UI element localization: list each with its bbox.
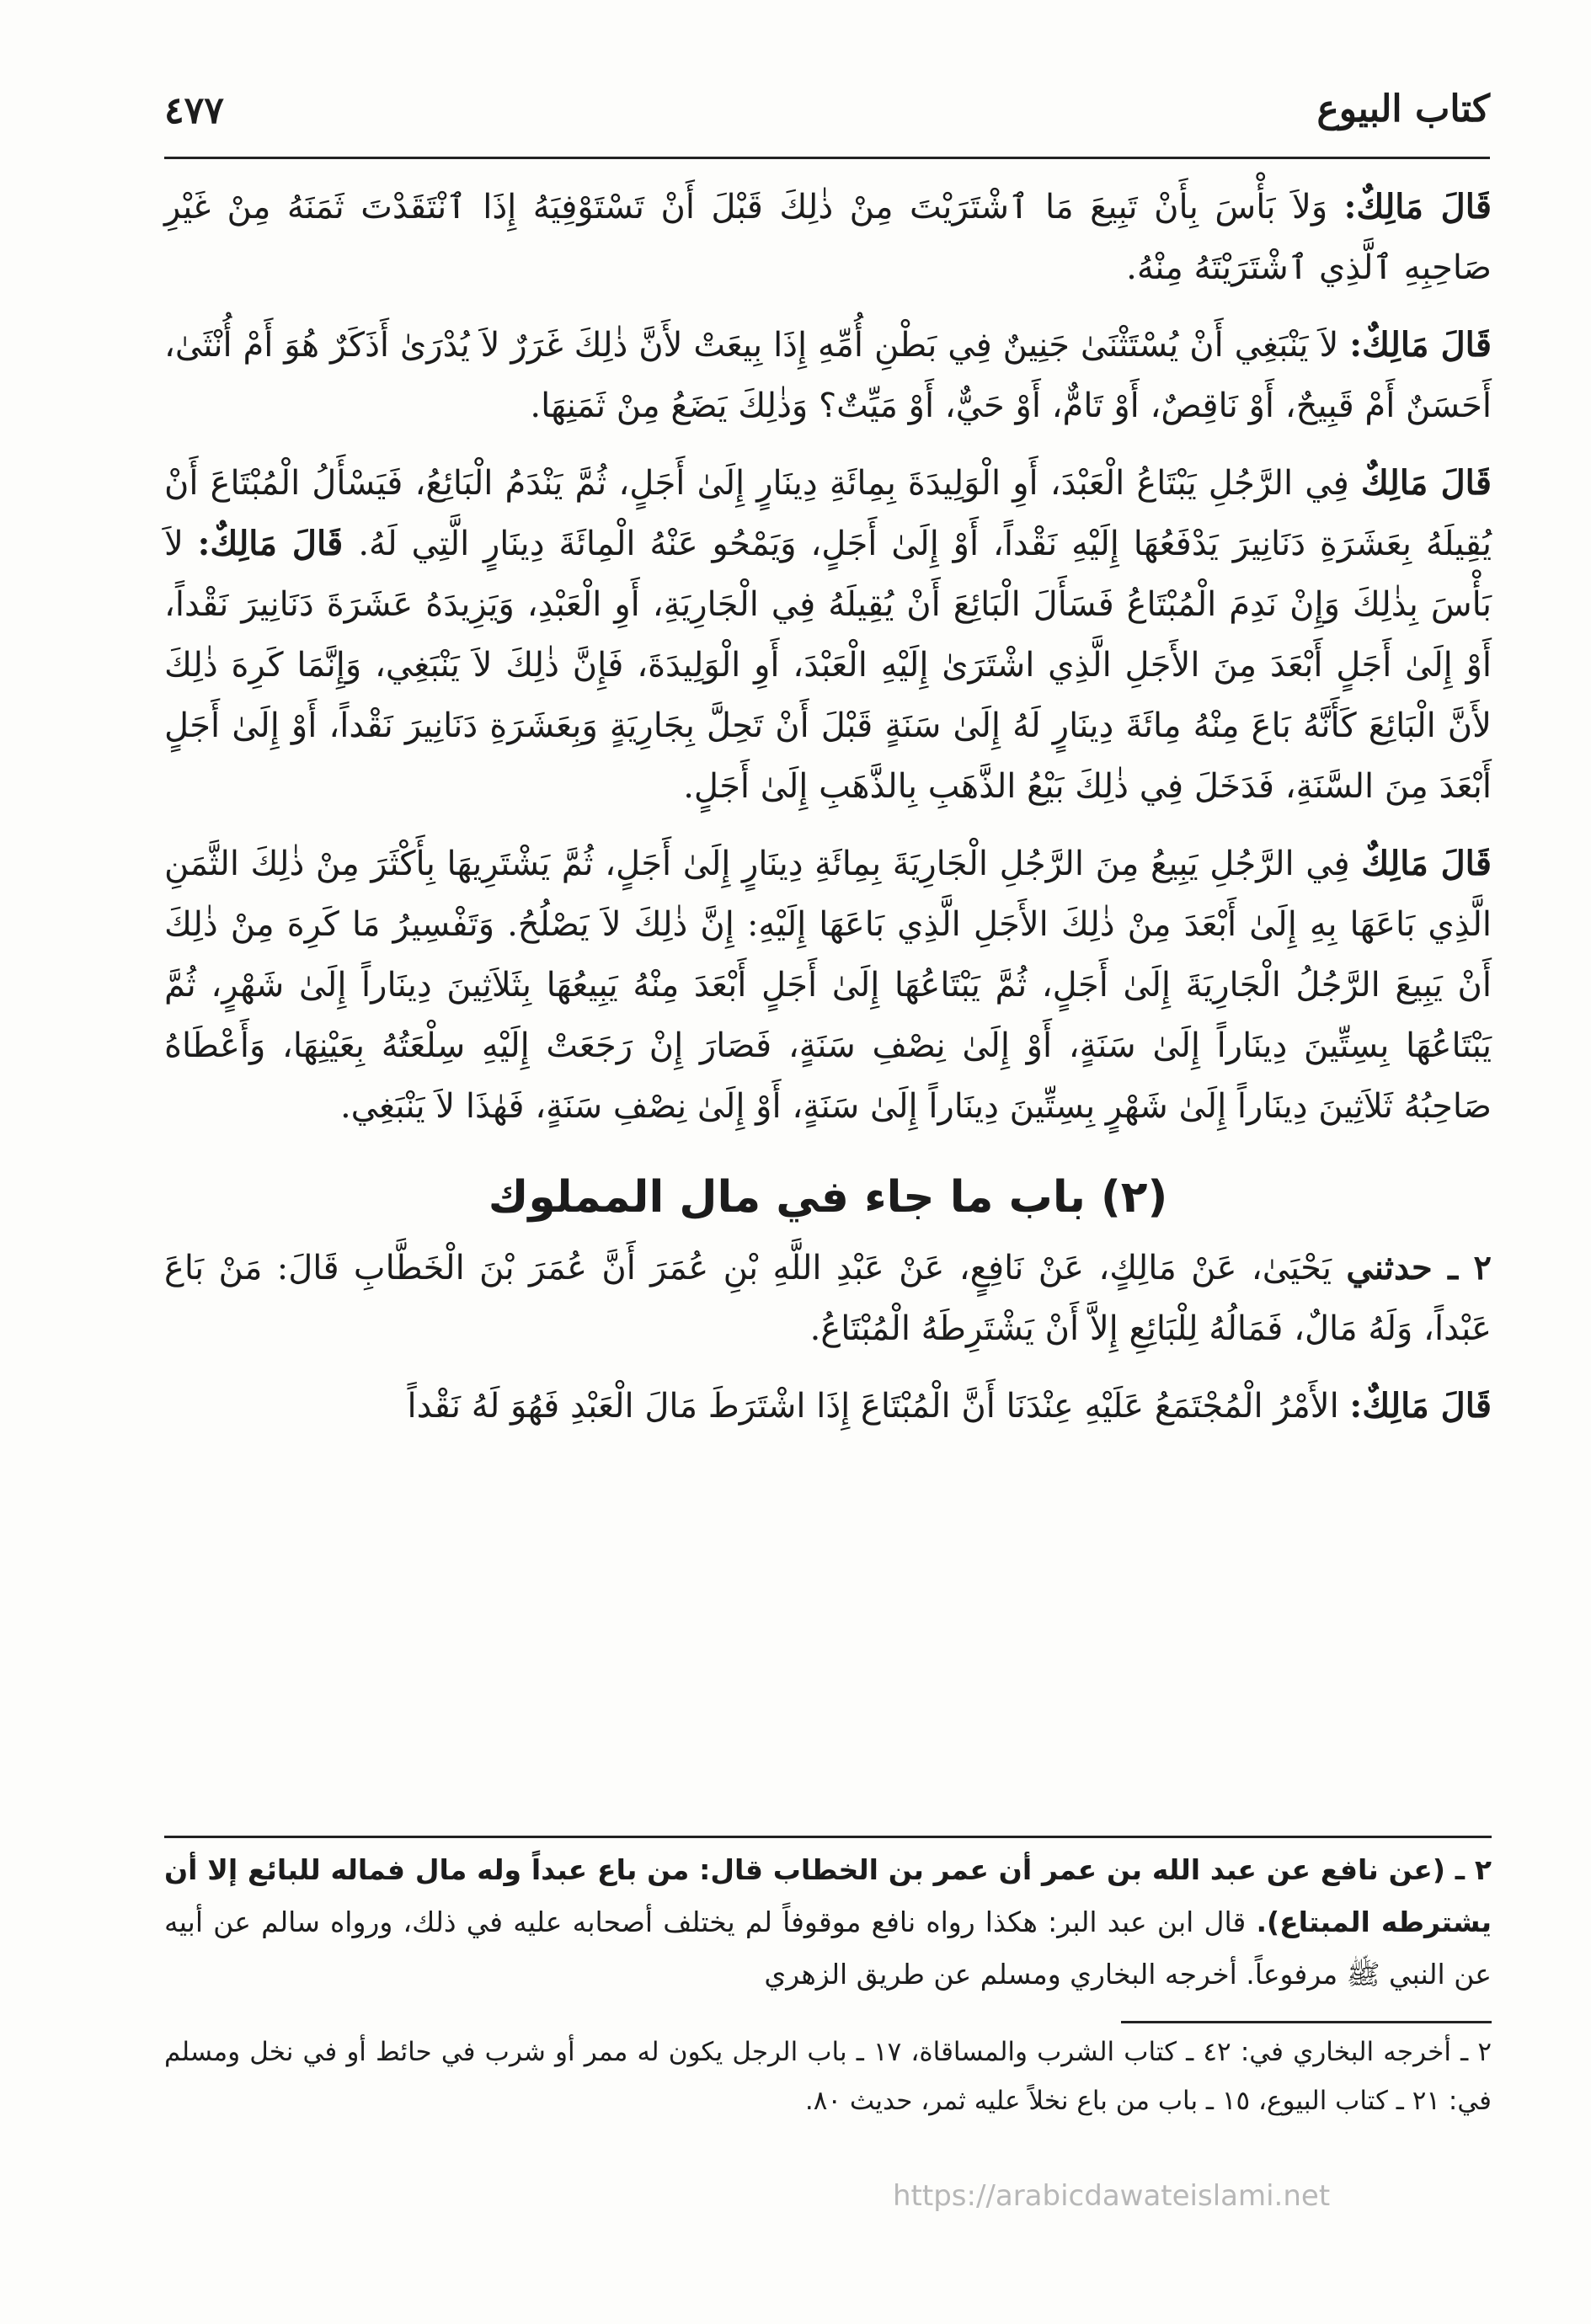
speaker-label: قَالَ مَالِكٌ <box>1361 844 1492 883</box>
footnotes <box>164 2028 1492 2125</box>
commentary-note <box>164 1844 1492 2001</box>
speaker-label: قَالَ مَالِكٌ: <box>1349 325 1492 365</box>
page-header <box>164 88 1490 147</box>
commentary-quote: ٢ ـ (عن نافع عن عبد الله بن عمر أن عمر بن الخطاب قال: من باع عبداً وله مال فماله للبائع إلا أن يشترطه المبتاع). <box>164 1853 1492 1938</box>
paragraph-text: الأَمْرُ الْمُجْتَمَعُ عَلَيْهِ عِنْدَنَا أَنَّ الْمُبْتَاعَ إِذَا اشْتَرَطَ مَالَ الْعَبْدِ فَهُوَ لَهُ نَقْداً <box>407 1387 1350 1426</box>
commentary <box>164 1844 1492 2001</box>
paragraph <box>164 453 1492 817</box>
hadith-text: يَحْيَىٰ، عَنْ مَالِكٍ، عَنْ نَافِعٍ، عَنْ عَبْدِ اللَّهِ بْنِ عُمَرَ أَنَّ عُمَرَ بْنَ الْخَطَّابِ قَالَ: مَنْ بَاعَ عَبْداً، وَلَهُ مَالٌ، فَمَالُهُ لِلْبَائِعِ إِلاَّ أَنْ يَشْتَرِطَهُ الْمُبْتَاعُ. <box>164 1249 1492 1348</box>
speaker-label: قَالَ مَالِكٌ: <box>1349 1386 1492 1426</box>
hadith-paragraph <box>164 1238 1492 1359</box>
paragraph <box>164 315 1492 436</box>
speaker-label: قَالَ مَالِكٌ: <box>197 524 359 563</box>
speaker-label: قَالَ مَالِكٌ <box>1360 463 1492 503</box>
paragraph <box>164 834 1492 1137</box>
chapter-heading: (٢) باب ما جاء في مال المملوك <box>488 1172 1168 1223</box>
paragraph-text: لاَ بَأْسَ بِذٰلِكَ وَإِنْ نَدِمَ الْمُبْتَاعُ فَسَأَلَ الْبَائِعَ أَنْ يُقِيلَهُ فِي الْجَارِيَةِ، أَوِ الْعَبْدِ، وَيَزِيدَهُ عَشَرَةَ دَنَانِيرَ نَقْداً، أَوْ إِلَىٰ أَجَلٍ أَبْعَدَ مِنَ الأَجَلِ الَّذِي اشْتَرَىٰ إِلَيْهِ الْعَبْدَ، أَوِ الْوَلِيدَةَ، فَإِنَّ ذٰلِكَ لاَ يَنْبَغِي، وَإِنَّمَا كَرِهَ ذٰلِكَ لأَنَّ الْبَائِعَ كَأَنَّهُ بَاعَ مِنْهُ مِائَةَ دِينَارٍ لَهُ إِلَىٰ سَنَةٍ قَبْلَ أَنْ تَحِلَّ بِجَارِيَةٍ وَبِعَشَرَةِ دَنَانِيرَ نَقْداً، أَوْ إِلَىٰ أَجَلٍ أَبْعَدَ مِنَ السَّنَةِ، فَدَخَلَ فِي ذٰلِكَ بَيْعُ الذَّهَبِ بِالذَّهَبِ إِلَىٰ أَجَلٍ. <box>164 525 1492 806</box>
hadith-lead: حدثني <box>1346 1248 1449 1287</box>
paragraph-text: فِي الرَّجُلِ يَبِيعُ مِنَ الرَّجُلِ الْجَارِيَةَ بِمِائَةِ دِينَارٍ إِلَىٰ أَجَلٍ، ثُمَّ يَشْتَرِيهَا بِأَكْثَرَ مِنْ ذٰلِكَ الثَّمَنِ الَّذِي بَاعَهَا بِهِ إِلَىٰ أَبْعَدَ مِنْ ذٰلِكَ الأَجَلِ الَّذِي بَاعَهَا إِلَيْهِ: إِنَّ ذٰلِكَ لاَ يَصْلُحُ. وَتَفْسِيرُ مَا كَرِهَ مِنْ ذٰلِكَ أَنْ يَبِيعَ الرَّجُلُ الْجَارِيَةَ إِلَىٰ أَجَلٍ، ثُمَّ يَبْتَاعُهَا إِلَىٰ أَجَلٍ أَبْعَدَ مِنْهُ يَبِيعُهَا بِثَلاَثِينَ دِينَاراً إِلَىٰ شَهْرٍ، ثُمَّ يَبْتَاعُهَا بِسِتِّينَ دِينَاراً إِلَىٰ سَنَةٍ، أَوْ إِلَىٰ نِصْفِ سَنَةٍ، فَصَارَ إِنْ رَجَعَتْ إِلَيْهِ سِلْعَتُهُ بِعَيْنِهَا، وَأَعْطَاهُ صَاحِبُهُ ثَلاَثِينَ دِينَاراً إِلَىٰ شَهْرٍ بِسِتِّينَ دِينَاراً إِلَىٰ سَنَةٍ، أَوْ إِلَىٰ نِصْفِ سَنَةٍ، فَهٰذَا لاَ يَنْبَغِي. <box>164 845 1492 1126</box>
header-rule <box>164 157 1490 159</box>
page-number: ٤٧٧ <box>164 89 224 132</box>
speaker-label: قَالَ مَالِكٌ: <box>1343 187 1492 227</box>
paragraph-text: وَلاَ بَأْسَ بِأَنْ تَبِيعَ مَا ٱشْتَرَيْتَ مِنْ ذٰلِكَ قَبْلَ أَنْ تَسْتَوْفِيَهُ إِذَا ٱنْتَقَدْتَ ثَمَنَهُ مِنْ غَيْرِ صَاحِبِهِ ٱلَّذِي ٱشْتَرَيْتَهُ مِنْهُ. <box>164 188 1492 287</box>
paragraph <box>164 177 1492 298</box>
paragraph-text: لاَ يَنْبَغِي أَنْ يُسْتَثْنَىٰ جَنِينٌ فِي بَطْنِ أُمِّهِ إِذَا بِيعَتْ لأَنَّ ذٰلِكَ غَرَرٌ لاَ يُدْرَىٰ أَذَكَرٌ هُوَ أَمْ أُنْثَىٰ، أَحَسَنٌ أَمْ قَبِيحٌ، أَوْ نَاقِصٌ، أَوْ تَامٌّ، أَوْ حَيٌّ، أَوْ مَيِّتٌ؟ وَذٰلِكَ يَضَعُ مِنْ ثَمَنِهَا. <box>164 326 1492 425</box>
paragraph <box>164 1376 1492 1437</box>
footnote-reference: ٢ ـ أخرجه البخاري في: ٤٢ ـ كتاب الشرب والمساقاة، ١٧ ـ باب الرجل يكون له ممر أو شرب في حائط أو في نخل ومسلم في: ٢١ ـ كتاب البيوع، ١٥ ـ باب من باع نخلاً عليه ثمر، حديث ٨٠. <box>164 2037 1492 2116</box>
footnote-rule <box>1121 2021 1492 2023</box>
paragraph-text: فِي الرَّجُلِ يَبْتَاعُ الْعَبْدَ، أَوِ الْوَلِيدَةَ بِمِائَةِ دِينَارٍ إِلَىٰ أَجَلٍ، ثُمَّ يَنْدَمُ الْبَائِعُ، فَيَسْأَلُ الْمُبْتَاعَ أَنْ يُقِيلَهُ بِعَشَرَةِ دَنَانِيرَ يَدْفَعُهَا إِلَيْهِ نَقْداً، أَوْ إِلَىٰ أَجَلٍ، وَيَمْحُو عَنْهُ الْمِائَةَ دِينَارٍ الَّتِي لَهُ. <box>164 464 1492 563</box>
hadith-number: ٢ ـ <box>1448 1248 1492 1287</box>
commentary-text: قال ابن عبد البر: هكذا رواه نافع موقوفاً لم يختلف أصحابه عليه في ذلك، ورواه سالم عن أبيه عن النبي ﷺ مرفوعاً. أخرجه البخاري ومسلم عن طريق الزهري <box>164 1906 1492 1991</box>
running-title: كتاب البيوع <box>1316 88 1490 131</box>
watermark-url: https://arabicdawateislami.net <box>893 2179 1331 2213</box>
commentary-rule <box>164 1836 1492 1838</box>
main-text <box>164 177 1492 1453</box>
